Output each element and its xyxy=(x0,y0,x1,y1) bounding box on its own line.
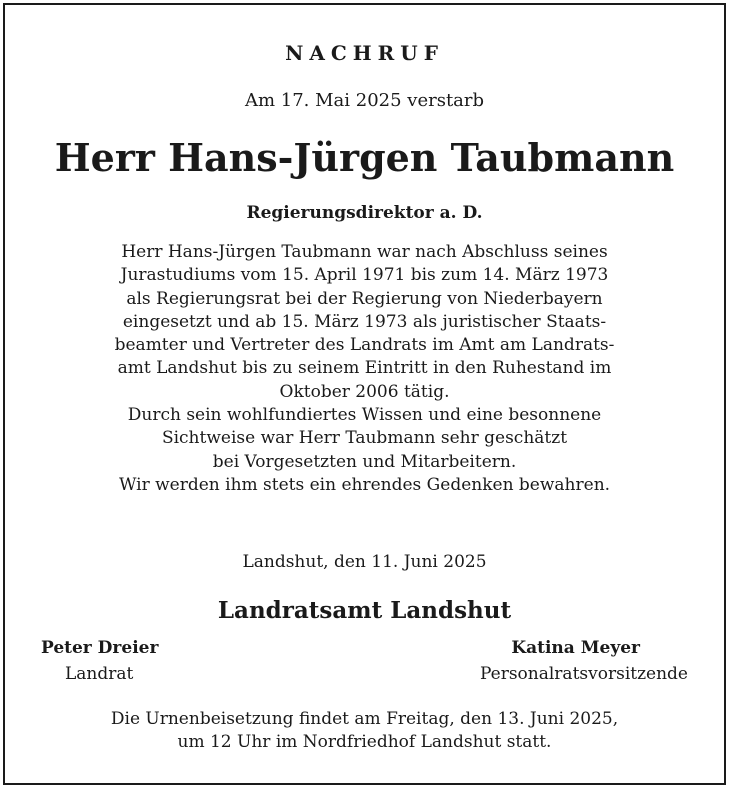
burial-line: Die Urnenbeisetzung findet am Freitag, den 13. Juni 2025, xyxy=(110,709,619,729)
organization-name: Landratsamt Landshut xyxy=(217,597,512,624)
body-line: als Regierungsrat bei der Regierung von Niederbayern xyxy=(126,288,603,309)
burial-info xyxy=(25,708,704,754)
body-line: Herr Hans-Jürgen Taubmann war nach Abschluss seines xyxy=(121,242,608,262)
signer-name: Katina Meyer xyxy=(511,638,640,658)
body-line: amt Landshut bis zu seinem Eintritt in den Ruhestand im xyxy=(117,358,612,379)
body-line: Durch sein wohlfundiertes Wissen und eine besonnene xyxy=(127,405,602,426)
death-date-intro: Am 17. Mai 2025 verstarb xyxy=(244,90,485,111)
notice-heading: NACHRUF xyxy=(285,41,444,65)
obituary-notice xyxy=(3,3,726,785)
body-line: Wir werden ihm stets ein ehrendes Gedenken bewahren. xyxy=(118,474,611,495)
body-line: beamter und Vertreter des Landrats im Amt am Landrats- xyxy=(114,335,615,356)
deceased-title: Regierungsdirektor a. D. xyxy=(246,203,483,223)
obituary-body xyxy=(35,241,694,497)
body-line: bei Vorgesetzten und Mitarbeitern. xyxy=(212,451,517,472)
body-line: Jurastudiums vom 15. April 1971 bis zum 14. März 1973 xyxy=(120,265,609,286)
signer-left xyxy=(41,635,201,687)
body-line: eingesetzt und ab 15. März 1973 als juristischer Staats- xyxy=(122,311,607,332)
burial-line: um 12 Uhr im Nordfriedhof Landshut statt. xyxy=(177,732,552,752)
signer-right xyxy=(388,635,688,687)
deceased-name: Herr Hans-Jürgen Taubmann xyxy=(54,135,675,180)
place-date: Landshut, den 11. Juni 2025 xyxy=(242,552,487,572)
body-line: Oktober 2006 tätig. xyxy=(279,381,450,402)
signer-role: Landrat xyxy=(65,664,134,684)
signer-role: Personalratsvorsitzende xyxy=(479,664,688,684)
body-line: Sichtweise war Herr Taubmann sehr geschätzt xyxy=(161,428,568,449)
signer-name: Peter Dreier xyxy=(41,638,159,658)
